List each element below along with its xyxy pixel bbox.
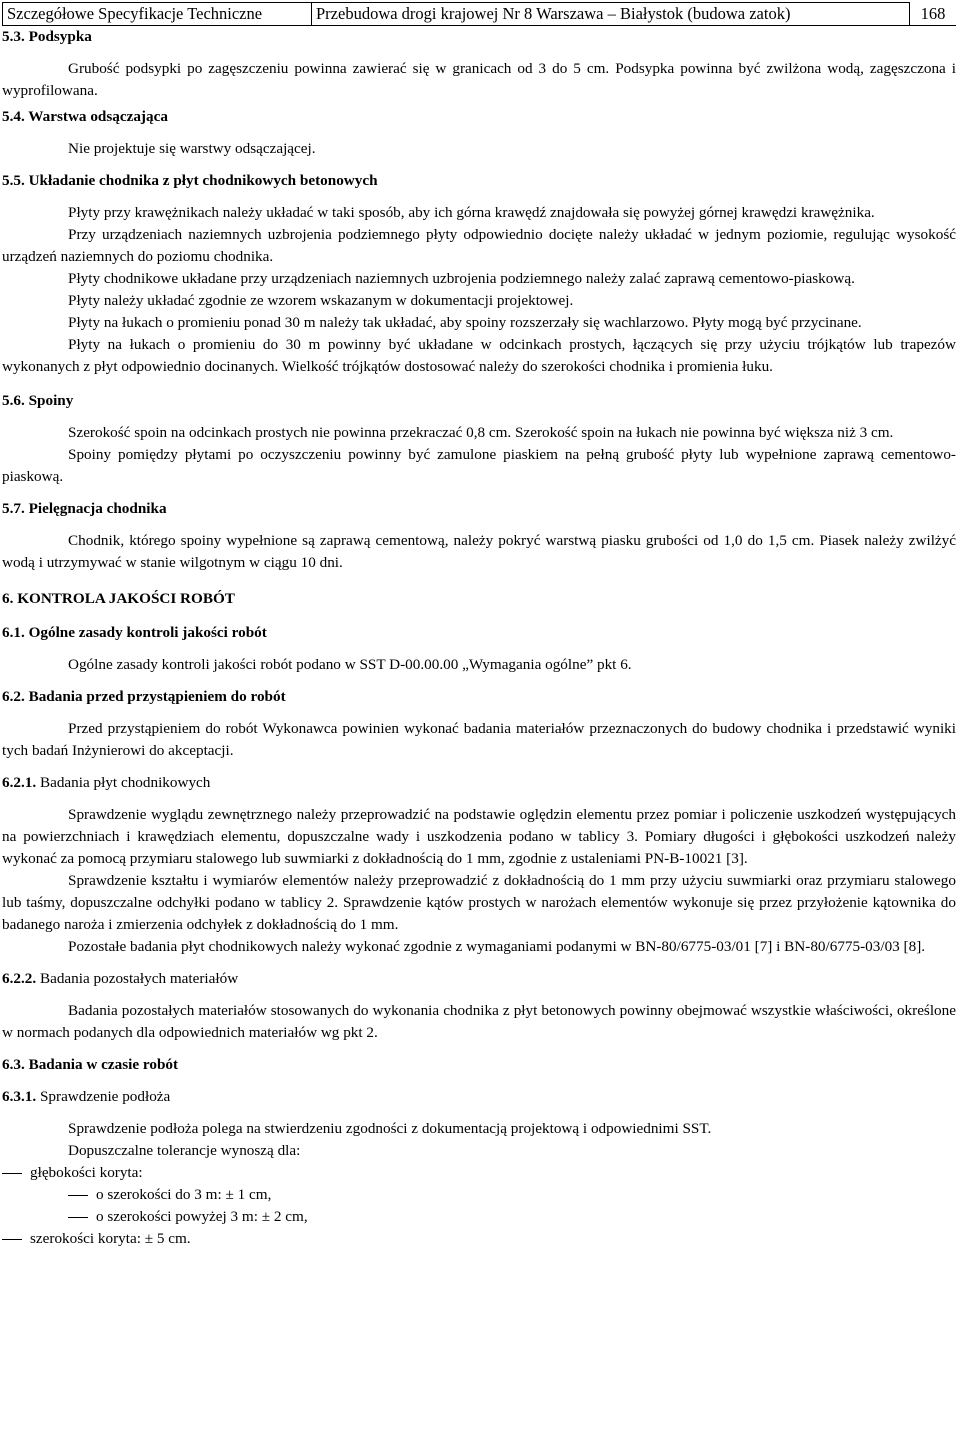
paragraph-6-1-1: Ogólne zasady kontroli jakości robót podano w SST D-00.00.00 „Wymagania ogólne” pkt 6.	[68, 656, 632, 673]
paragraph-6-2-1-3: Pozostałe badania płyt chodnikowych należy wykonać zgodnie z wymaganiami podanymi w BN-80/6775-03/01 [7] i BN-80/6775-03/03 [8].	[68, 938, 926, 955]
tolerance-sublist-item: o szerokości do 3 m: ± 1 cm,	[2, 1184, 956, 1206]
paragraph-5-7-1: Chodnik, którego spoiny wypełnione są zaprawą cementową, należy pokryć warstwą piasku grubości od 1,0 do 1,5 cm. Piasek należy zwilżyć wodą i utrzymywać w stanie wilgotnym w ciągu 10 dni.	[2, 532, 956, 571]
paragraph-6-2-1-1: Sprawdzenie wyglądu zewnętrznego należy przeprowadzić na podstawie oględzin elementu przez pomiar i policzenie uszkodzeń występujących na powierzchniach i krawędziach elementu, dopuszczalne wady i uszkodzenia podano w tablicy 3. Pomiary długości i głębokości uszkodzeń należy wykonać za pomocą przymiaru stalowego lub suwmiarki z dokładnością do 1 mm, zgodnie z ustaleniami PN-B-10021 [3].	[2, 806, 956, 867]
paragraph-6-2-1: Przed przystąpieniem do robót Wykonawca powinien wykonać badania materiałów przeznaczonych do budowy chodnika i przedstawić wyniki tych badań Inżynierowi do akceptacji.	[2, 720, 956, 759]
heading-6: 6. KONTROLA JAKOŚCI ROBÓT	[2, 590, 235, 607]
paragraph-5-5-1: Płyty przy krawężnikach należy układać w taki sposób, aby ich górna krawędź znajdowała się powyżej górnej krawędzi krawężnika.	[68, 204, 875, 221]
paragraph-5-5-6: Płyty na łukach o promieniu do 30 m powinny być układane w odcinkach prostych, łączących się przy użyciu trójkątów lub trapezów wykonanych z płyt odpowiednio docinanych. Wielkość trójkątów dostosować należy do szerokości chodnika i promienia łuku.	[2, 336, 956, 375]
heading-5-3: 5.3. Podsypka	[2, 28, 92, 45]
heading-6-2-1-title: Badania płyt chodnikowych	[36, 774, 211, 791]
heading-6-2-1	[2, 772, 956, 794]
heading-6-3: 6.3. Badania w czasie robót	[2, 1056, 179, 1073]
heading-6-3-1-number: 6.3.1.	[2, 1088, 37, 1105]
tolerance-list-item: szerokości koryta: ± 5 cm.	[2, 1228, 956, 1250]
heading-5-7: 5.7. Pielęgnacja chodnika	[2, 500, 167, 517]
heading-6-3-1-title: Sprawdzenie podłoża	[36, 1088, 171, 1105]
paragraph-5-3-1: Grubość podsypki po zagęszczeniu powinna zawierać się w granicach od 3 do 5 cm. Podsypka powinna być zwilżona wodą, zagęszczona i wyprofilowana.	[2, 60, 956, 99]
tolerance-list-item: głębokości koryta:	[2, 1162, 956, 1184]
paragraph-6-3-1-2: Dopuszczalne tolerancje wynoszą dla:	[68, 1142, 301, 1159]
heading-6-2-2	[2, 968, 956, 990]
paragraph-5-6-1: Szerokość spoin na odcinkach prostych nie powinna przekraczać 0,8 cm. Szerokość spoin na łukach nie powinna być większa niż 3 cm.	[68, 424, 894, 441]
heading-6-2: 6.2. Badania przed przystąpieniem do robót	[2, 688, 286, 705]
paragraph-5-5-5: Płyty na łukach o promieniu ponad 30 m należy tak układać, aby spoiny rozszerzały się wachlarzowo. Płyty mogą być przycinane.	[68, 314, 862, 331]
paragraph-5-4-1: Nie projektuje się warstwy odsączającej.	[68, 140, 316, 157]
heading-6-2-1-number: 6.2.1.	[2, 774, 37, 791]
header-document-title: Szczegółowe Specyfikacje Techniczne	[3, 3, 312, 26]
paragraph-6-2-2-1: Badania pozostałych materiałów stosowanych do wykonania chodnika z płyt betonowych powinny obejmować wszystkie właściwości, określone w normach podanych dla odpowiednich materiałów wg pkt 2.	[2, 1002, 956, 1041]
tolerance-sublist-item: o szerokości powyżej 3 m: ± 2 cm,	[2, 1206, 956, 1228]
paragraph-5-5-4: Płyty należy układać zgodnie ze wzorem wskazanym w dokumentacji projektowej.	[68, 292, 574, 309]
paragraph-5-6-2: Spoiny pomiędzy płytami po oczyszczeniu powinny być zamulone piaskiem na pełną grubość płyty lub wypełnione zaprawą cementowo-piaskową.	[2, 446, 956, 485]
heading-6-3-1	[2, 1086, 956, 1108]
heading-5-5: 5.5. Układanie chodnika z płyt chodnikowych betonowych	[2, 172, 378, 189]
heading-6-2-2-title: Badania pozostałych materiałów	[36, 970, 239, 987]
heading-6-1: 6.1. Ogólne zasady kontroli jakości robót	[2, 624, 267, 641]
heading-6-2-2-number: 6.2.2.	[2, 970, 37, 987]
paragraph-5-5-2: Przy urządzeniach naziemnych uzbrojenia podziemnego płyty odpowiednio docięte należy układać w jednym poziomie, regulując wysokość urządzeń naziemnych do poziomu chodnika.	[2, 226, 956, 265]
heading-5-4: 5.4. Warstwa odsączająca	[2, 108, 168, 125]
page-header	[2, 2, 956, 26]
paragraph-6-3-1-1: Sprawdzenie podłoża polega na stwierdzeniu zgodności z dokumentacją projektową i odpowiednimi SST.	[68, 1120, 712, 1137]
heading-5-6: 5.6. Spoiny	[2, 392, 74, 409]
header-project-title: Przebudowa drogi krajowej Nr 8 Warszawa – Białystok (budowa zatok)	[312, 3, 910, 26]
paragraph-5-5-3: Płyty chodnikowe układane przy urządzeniach naziemnych uzbrojenia podziemnego należy zalać zaprawą cementowo-piaskową.	[68, 270, 855, 287]
page-number: 168	[910, 3, 957, 26]
paragraph-6-2-1-2: Sprawdzenie kształtu i wymiarów elementów należy przeprowadzić z dokładnością do 1 mm przy użyciu suwmiarki oraz przymiaru stalowego lub taśmy, dopuszczalne odchyłki podano w tablicy 2. Sprawdzenie kątów prostych w narożach elementów wykonuje się przez przyłożenie kątownika do badanego naroża i zmierzenia odchyłek z dokładnością do 1 mm.	[2, 872, 956, 933]
